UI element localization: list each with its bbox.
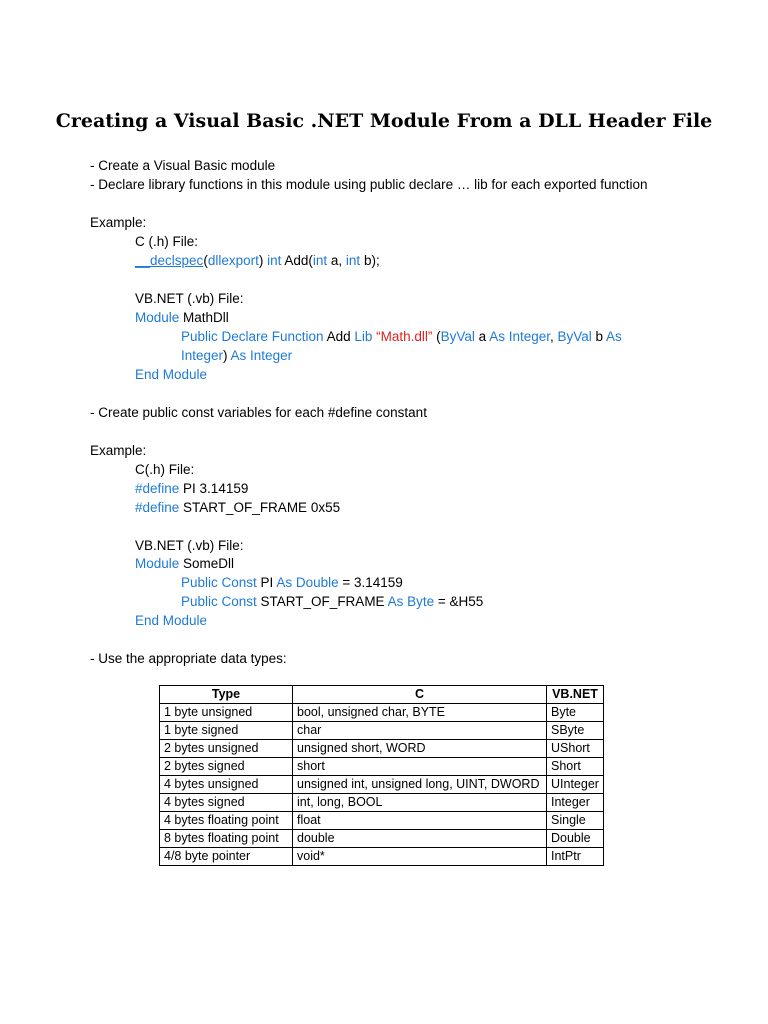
type-cell: 8 bytes floating point bbox=[160, 830, 293, 848]
c-cell: unsigned int, unsigned long, UINT, DWORD bbox=[293, 776, 547, 794]
vbnet-cell: Byte bbox=[547, 704, 604, 722]
vbnet-cell: Integer bbox=[547, 794, 604, 812]
table-row bbox=[160, 848, 604, 866]
example-label: Example: bbox=[90, 215, 147, 230]
vbnet-cell: IntPtr bbox=[547, 848, 604, 866]
table-header-row bbox=[160, 686, 604, 704]
vb-file-label: VB.NET (.vb) File: bbox=[135, 291, 244, 306]
bullet-create-module: - Create a Visual Basic module bbox=[90, 158, 276, 173]
vbnet-cell: Short bbox=[547, 758, 604, 776]
const-pi-line: Public Const PI As Double = 3.14159 bbox=[181, 575, 403, 590]
end-module-line-2: End Module bbox=[135, 613, 208, 628]
header-type: Type bbox=[160, 686, 293, 704]
bullet-data-types: - Use the appropriate data types: bbox=[90, 651, 287, 666]
table-row bbox=[160, 740, 604, 758]
vbnet-cell: Single bbox=[547, 812, 604, 830]
page-title: Creating a Visual Basic .NET Module From a DLL Header File bbox=[55, 110, 713, 132]
header-vbnet: VB.NET bbox=[547, 686, 604, 704]
type-cell: 4 bytes signed bbox=[160, 794, 293, 812]
define-start-of-frame-line: #define START_OF_FRAME 0x55 bbox=[135, 500, 341, 515]
vb-file-label-2: VB.NET (.vb) File: bbox=[135, 538, 244, 553]
module-line: Module MathDll bbox=[135, 310, 229, 325]
declare-line-1: Public Declare Function Add Lib “Math.dll” (ByVal a As Integer, ByVal b As bbox=[181, 329, 622, 344]
c-cell: void* bbox=[293, 848, 547, 866]
c-file-label: C (.h) File: bbox=[135, 234, 199, 249]
type-cell: 2 bytes unsigned bbox=[160, 740, 293, 758]
module-line-2: Module SomeDll bbox=[135, 556, 235, 571]
type-cell: 1 byte signed bbox=[160, 722, 293, 740]
table-row bbox=[160, 812, 604, 830]
c-declaration-line: __declspec(dllexport) int Add(int a, int b); bbox=[135, 253, 380, 268]
bullet-const-variables: - Create public const variables for each #define constant bbox=[90, 405, 427, 420]
header-c: C bbox=[293, 686, 547, 704]
type-cell: 4 bytes floating point bbox=[160, 812, 293, 830]
const-start-of-frame-line: Public Const START_OF_FRAME As Byte = &H55 bbox=[181, 594, 484, 609]
c-cell: char bbox=[293, 722, 547, 740]
type-cell: 4/8 byte pointer bbox=[160, 848, 293, 866]
end-module-line: End Module bbox=[135, 367, 208, 382]
vbnet-cell: UInteger bbox=[547, 776, 604, 794]
data-types-table bbox=[159, 685, 604, 866]
c-cell: unsigned short, WORD bbox=[293, 740, 547, 758]
bullet-declare-functions: - Declare library functions in this module using public declare … lib for each exported function bbox=[90, 177, 648, 192]
c-cell: short bbox=[293, 758, 547, 776]
vbnet-cell: Double bbox=[547, 830, 604, 848]
c-cell: bool, unsigned char, BYTE bbox=[293, 704, 547, 722]
type-cell: 1 byte unsigned bbox=[160, 704, 293, 722]
example-label-2: Example: bbox=[90, 443, 147, 458]
declare-line-2: Integer) As Integer bbox=[181, 348, 293, 363]
type-cell: 4 bytes unsigned bbox=[160, 776, 293, 794]
c-cell: float bbox=[293, 812, 547, 830]
type-cell: 2 bytes signed bbox=[160, 758, 293, 776]
table-row bbox=[160, 830, 604, 848]
define-pi-line: #define PI 3.14159 bbox=[135, 481, 249, 496]
c-cell: double bbox=[293, 830, 547, 848]
vbnet-cell: UShort bbox=[547, 740, 604, 758]
table-row bbox=[160, 704, 604, 722]
vbnet-cell: SByte bbox=[547, 722, 604, 740]
c-cell: int, long, BOOL bbox=[293, 794, 547, 812]
table-row bbox=[160, 758, 604, 776]
table-row bbox=[160, 776, 604, 794]
c-file-label-2: C(.h) File: bbox=[135, 462, 195, 477]
table-row bbox=[160, 794, 604, 812]
table-row bbox=[160, 722, 604, 740]
